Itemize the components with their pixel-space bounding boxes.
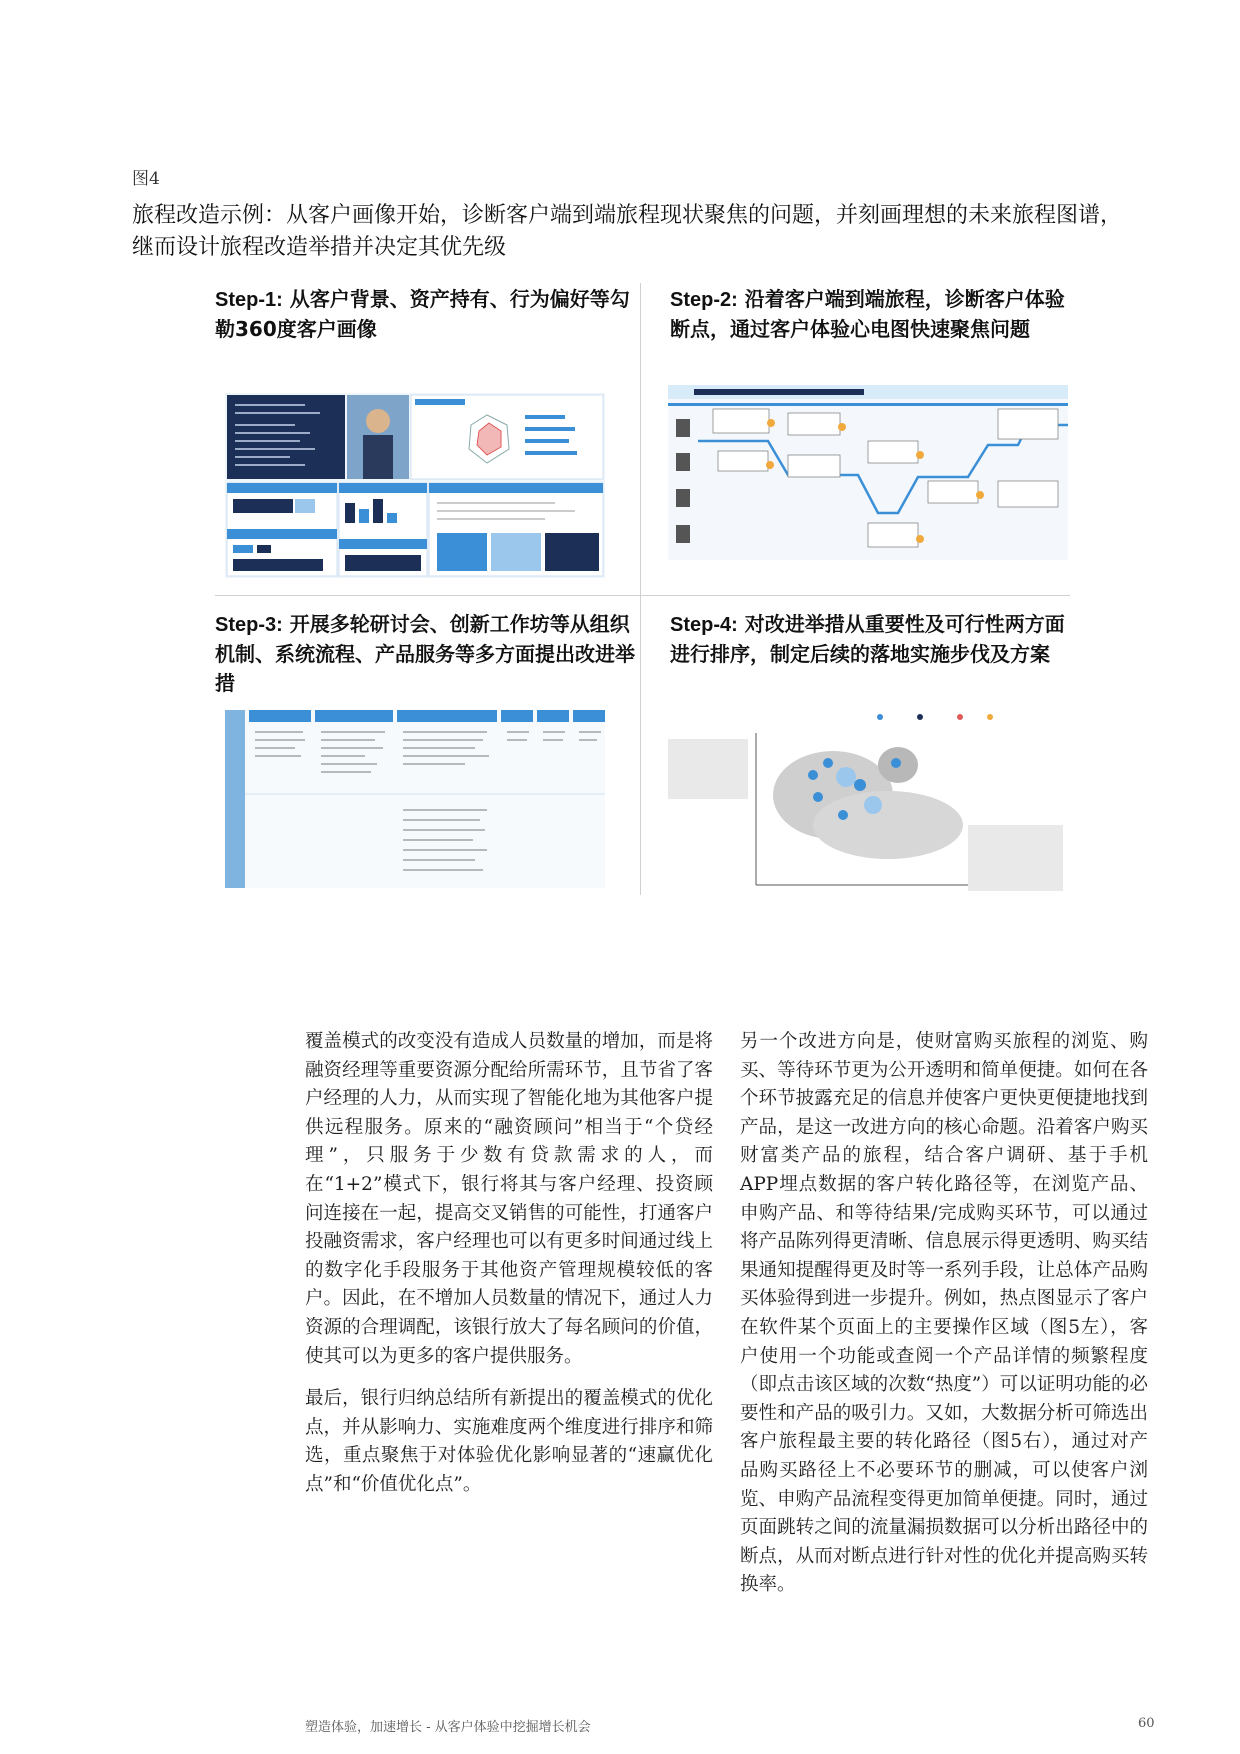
step-3-improvement-matrix-image — [225, 710, 605, 888]
body-right-paragraph-1: 另一个改进方向是，使财富购买旅程的浏览、购买、等待环节更为公开透明和简单便捷。如何在各个环节披露充足的信息并使客户更快更便捷地找到产品，是这一改进方向的核心命题。沿着客户购买财富类产品的旅程，结合客户调研、基于手机APP埋点数据的客户转化路径等，在浏览产品、申购产品、和等待结果/完成购买环节，可以通过将产品陈列得更清晰、信息展示得更透明、购买结果通知提醒得更及时等一系列手段，让总体产品购买体验得到进一步提升。例如，热点图显示了客户在软件某个页面上的主要操作区域（图5左），客户使用一个功能或查阅一个产品详情的频繁程度（即点击该区域的次数“热度”）可以证明功能的必要性和产品的吸引力。又如，大数据分析可筛选出客户旅程最主要的转化路径（图5右），通过对产品购买路径上不必要环节的删减，可以使客户浏览、申购产品流程变得更加简单便捷。同时，通过页面跳转之间的流量漏损数据可以分析出路径中的断点，从而对断点进行针对性的优化并提高购买转换率。 — [740, 1031, 1148, 1596]
step-4-priority-bubble-chart-image — [668, 705, 1068, 895]
figure-label: 图4 — [132, 169, 160, 189]
step-4-heading — [670, 610, 1070, 669]
body-right-column — [740, 1028, 1148, 1614]
step-3-tag: Step-3: — [215, 614, 283, 636]
step-1-profile-dashboard-image — [225, 393, 605, 578]
body-left-paragraph-2: 最后，银行归纳总结所有新提出的覆盖模式的优化点，并从影响力、实施难度两个维度进行排序和筛选，重点聚焦于对体验优化影响显著的“速赢优化点”和“价值优化点”。 — [305, 1388, 713, 1495]
step-2-heading — [670, 285, 1070, 344]
step-2-text: 沿着客户端到端旅程，诊断客户体验断点，通过客户体验心电图快速聚焦问题 — [670, 287, 1065, 341]
step-4-tag: Step-4: — [670, 614, 738, 636]
step-1-text: 从客户背景、资产持有、行为偏好等勾勒360度客户画像 — [215, 287, 630, 341]
footer-text: 塑造体验，加速增长 - 从客户体验中挖掘增长机会 — [305, 1720, 591, 1735]
body-left-paragraph-1: 覆盖模式的改变没有造成人员数量的增加，而是将融资经理等重要资源分配给所需环节，且节省了客户经理的人力，从而实现了智能化地为其他客户提供远程服务。原来的“融资顾问”相当于“个贷经理”，只服务于少数有贷款需求的人，而在“1+2”模式下，银行将其与客户经理、投资顾问连接在一起，提高交叉销售的可能性，打通客户投融资需求，客户经理也可以有更多时间通过线上的数字化手段服务于其他资产管理规模较低的客户。因此，在不增加人员数量的情况下，通过人力资源的合理调配，该银行放大了每名顾问的价值，使其可以为更多的客户提供服务。 — [305, 1031, 713, 1367]
step-3-text: 开展多轮研讨会、创新工作坊等从组织机制、系统流程、产品服务等多方面提出改进举措 — [215, 612, 635, 695]
figure-title: 旅程改造示例：从客户画像开始，诊断客户端到端旅程现状聚焦的问题，并刻画理想的未来旅程图谱，继而设计旅程改造举措并决定其优先级 — [132, 203, 1123, 260]
step-2-journey-ecg-image — [668, 385, 1068, 560]
step-2-tag: Step-2: — [670, 289, 738, 311]
step-3-heading — [215, 610, 635, 698]
body-left-column — [305, 1028, 713, 1514]
step-4-text: 对改进举措从重要性及可行性两方面进行排序，制定后续的落地实施步伐及方案 — [670, 612, 1065, 666]
page-number: 60 — [1138, 1716, 1155, 1731]
quadrant-vertical-divider — [640, 283, 641, 895]
quadrant-horizontal-divider — [215, 595, 1070, 596]
step-1-heading — [215, 285, 635, 344]
step-1-tag: Step-1: — [215, 289, 283, 311]
